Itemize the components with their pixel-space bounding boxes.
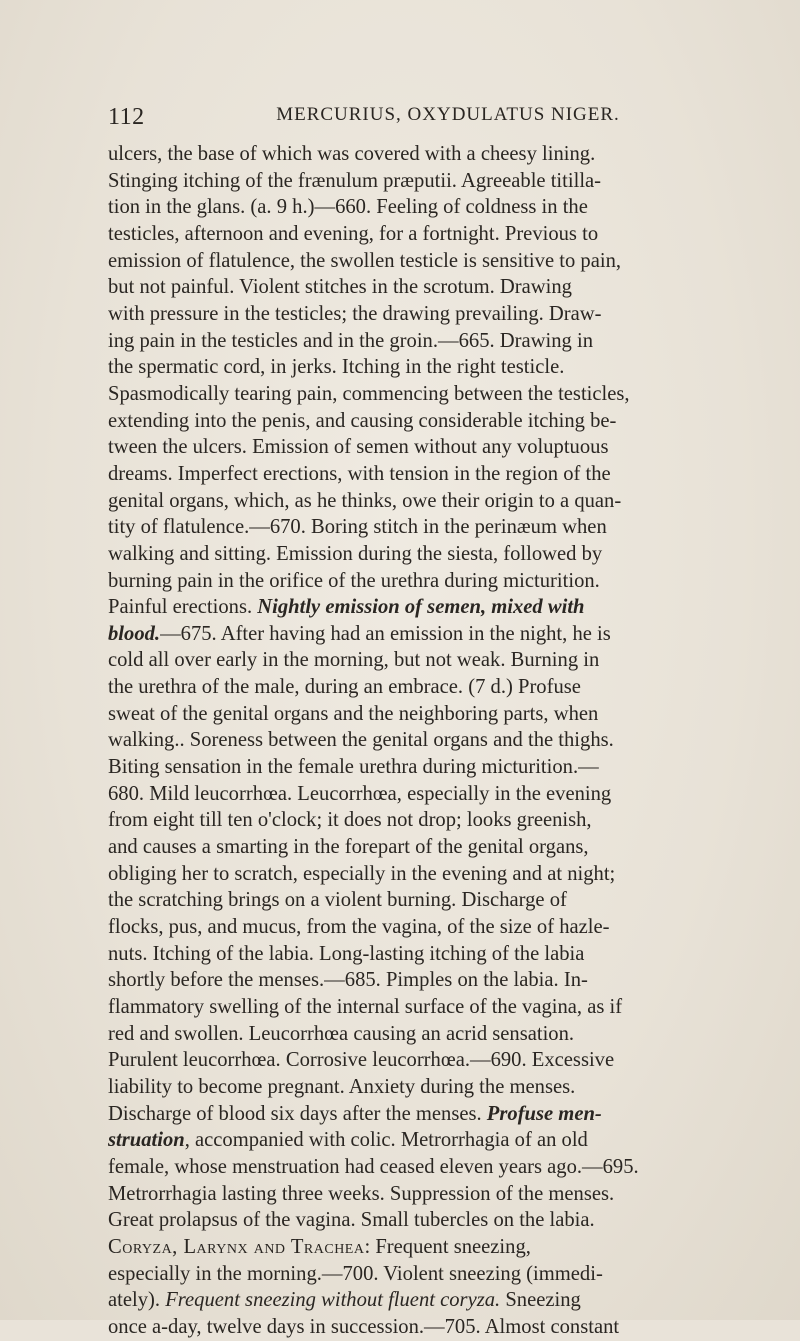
text-segment: walking.. Soreness between the genital organs and the thighs. <box>108 729 614 752</box>
text-line <box>108 914 772 941</box>
text-segment: once a-day, twelve days in succession.—705. Almost constant <box>108 1315 620 1338</box>
text-line <box>108 1181 772 1208</box>
text-segment: liability to become pregnant. Anxiety during the menses. <box>108 1075 576 1098</box>
text-segment: Stinging itching of the frænulum præputii. Agreeable titilla- <box>108 169 602 192</box>
text-segment: —675. After having had an emission in the night, he is <box>160 622 611 645</box>
text-segment: especially in the morning.—700. Violent sneezing (immedi- <box>108 1262 603 1285</box>
text-segment: Painful erections. <box>108 596 258 619</box>
text-line <box>108 834 772 861</box>
text-line <box>108 727 772 754</box>
text-line <box>108 1127 772 1154</box>
text-line <box>108 941 772 968</box>
text-line <box>108 274 772 301</box>
emphasis-text: Profuse men- <box>486 1102 602 1125</box>
text-line <box>108 461 772 488</box>
text-line <box>108 408 772 435</box>
text-segment: Spasmodically tearing pain, commencing between the testicles, <box>108 382 630 405</box>
text-line <box>108 1047 772 1074</box>
text-segment: Metrorrhagia lasting three weeks. Suppression of the menses. <box>108 1182 615 1205</box>
text-line <box>108 1261 772 1288</box>
text-line <box>108 807 772 834</box>
text-segment: tion in the glans. (a. 9 h.)—660. Feeling of coldness in the <box>108 196 588 219</box>
text-segment: and causes a smarting in the forepart of the genital organs, <box>108 836 589 859</box>
text-segment: walking and sitting. Emission during the siesta, followed by <box>108 542 603 565</box>
running-head: MERCURIUS, OXYDULATUS NIGER. <box>276 104 620 125</box>
text-segment: genital organs, which, as he thinks, owe their origin to a quan- <box>108 489 622 512</box>
text-line <box>108 621 772 648</box>
text-line <box>108 674 772 701</box>
text-line <box>108 647 772 674</box>
text-segment: from eight till ten o'clock; it does not drop; looks greenish, <box>108 809 592 832</box>
text-segment: emission of flatulence, the swollen testicle is sensitive to pain, <box>108 249 622 272</box>
text-line <box>108 194 772 221</box>
text-segment: the scratching brings on a violent burning. Discharge of <box>108 889 567 912</box>
text-segment: female, whose menstruation had ceased eleven years ago.—695. <box>108 1155 639 1178</box>
text-segment: with pressure in the testicles; the drawing prevailing. Draw- <box>108 302 602 325</box>
text-line <box>108 1021 772 1048</box>
text-line <box>108 221 772 248</box>
emphasis-text: Nightly emission of semen, mixed with <box>257 596 585 619</box>
text-segment: flocks, pus, and mucus, from the vagina, of the size of hazle- <box>108 916 610 939</box>
text-segment: , accompanied with colic. Metrorrhagia of an old <box>184 1129 588 1152</box>
text-segment: the urethra of the male, during an embrace. (7 d.) Profuse <box>108 676 581 699</box>
text-line <box>108 861 772 888</box>
text-line <box>108 301 772 328</box>
page-number: 112 <box>108 104 145 130</box>
page-header <box>108 100 768 134</box>
text-segment: but not painful. Violent stitches in the scrotum. Drawing <box>108 276 572 299</box>
text-line <box>108 488 772 515</box>
text-segment: nuts. Itching of the labia. Long-lasting itching of the labia <box>108 942 585 965</box>
text-line <box>108 594 772 621</box>
text-segment: Sneezing <box>500 1289 581 1312</box>
text-segment: tity of flatulence.—670. Boring stitch in the perinæum when <box>108 516 607 539</box>
text-segment: tween the ulcers. Emission of semen without any voluptuous <box>108 436 609 459</box>
text-segment: the spermatic cord, in jerks. Itching in the right testicle. <box>108 356 565 379</box>
text-line <box>108 1154 772 1181</box>
text-line <box>108 1101 772 1128</box>
text-segment: cold all over early in the morning, but not weak. Burning in <box>108 649 600 672</box>
text-line <box>108 141 772 168</box>
text-segment: red and swollen. Leucorrhœa causing an acrid sensation. <box>108 1022 575 1045</box>
text-line <box>108 967 772 994</box>
text-segment: 680. Mild leucorrhœa. Leucorrhœa, especially in the evening <box>108 782 612 805</box>
text-segment: : Frequent sneezing, <box>364 1235 531 1258</box>
text-segment: extending into the penis, and causing considerable itching be- <box>108 409 617 432</box>
text-line <box>108 887 772 914</box>
text-line <box>108 1234 772 1261</box>
text-line <box>108 1207 772 1234</box>
text-segment: ately). <box>108 1289 166 1312</box>
emphasis-text: blood. <box>108 622 161 645</box>
text-segment: testicles, afternoon and evening, for a fortnight. Previous to <box>108 222 599 245</box>
text-line <box>108 754 772 781</box>
text-line <box>108 354 772 381</box>
text-segment: Biting sensation in the female urethra during micturition.— <box>108 756 599 779</box>
text-line <box>108 1314 772 1341</box>
text-segment: Great prolapsus of the vagina. Small tubercles on the labia. <box>108 1209 595 1232</box>
text-line <box>108 381 772 408</box>
emphasis-text: Frequent sneezing without fluent coryza. <box>165 1289 501 1312</box>
text-segment: ulcers, the base of which was covered with a cheesy lining. <box>108 143 596 165</box>
text-segment: Purulent leucorrhœa. Corrosive leucorrhœa.—690. Excessive <box>108 1049 615 1072</box>
text-segment: burning pain in the orifice of the urethra during micturition. <box>108 569 600 592</box>
emphasis-text: Coryza, Larynx and Trachea <box>108 1235 365 1258</box>
emphasis-text: struation <box>108 1129 185 1152</box>
text-segment: obliging her to scratch, especially in the evening and at night; <box>108 862 616 885</box>
text-line <box>108 168 772 195</box>
text-line <box>108 781 772 808</box>
text-line <box>108 701 772 728</box>
text-line <box>108 248 772 275</box>
text-segment: dreams. Imperfect erections, with tension in the region of the <box>108 462 611 485</box>
text-segment: ing pain in the testicles and in the groin.—665. Drawing in <box>108 329 594 352</box>
body-text <box>108 141 772 1341</box>
text-line <box>108 1287 772 1314</box>
text-line <box>108 568 772 595</box>
text-line <box>108 328 772 355</box>
text-line <box>108 994 772 1021</box>
text-line <box>108 1074 772 1101</box>
text-segment: Discharge of blood six days after the menses. <box>108 1102 487 1125</box>
text-segment: flammatory swelling of the internal surface of the vagina, as if <box>108 996 623 1018</box>
text-line <box>108 541 772 568</box>
text-segment: sweat of the genital organs and the neighboring parts, when <box>108 702 599 725</box>
text-segment: shortly before the menses.—685. Pimples on the labia. In- <box>108 969 588 992</box>
text-line <box>108 514 772 541</box>
text-line <box>108 434 772 461</box>
